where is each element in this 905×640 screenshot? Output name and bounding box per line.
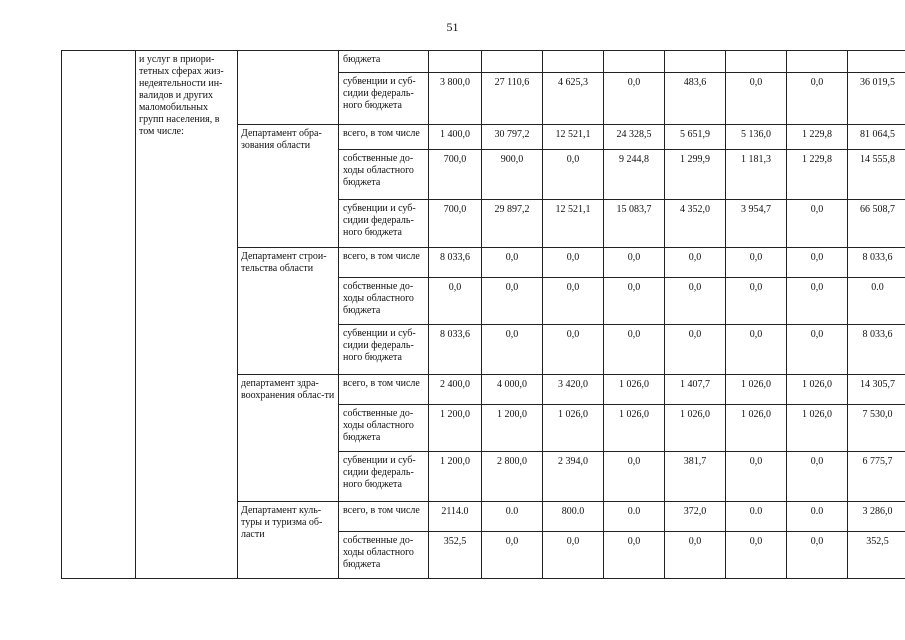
- value-cell: 24 328,5: [604, 125, 665, 150]
- value-cell: 0,0: [543, 325, 604, 375]
- value-cell: 0,0: [604, 325, 665, 375]
- value-cell: 0,0: [726, 248, 787, 278]
- value-cell: 0,0: [604, 532, 665, 579]
- funding-type-cell: собственные до-ходы областного бюджета: [339, 532, 429, 579]
- value-cell: 0,0: [787, 278, 848, 325]
- index-cell: [62, 51, 136, 579]
- value-cell: 8 033,6: [848, 325, 905, 375]
- funding-type-cell: субвенции и суб-сидии федераль-ного бюджета: [339, 452, 429, 502]
- value-cell: [429, 51, 482, 73]
- value-cell: [848, 51, 905, 73]
- value-cell: 14 305,7: [848, 375, 905, 405]
- value-cell: 8 033,6: [848, 248, 905, 278]
- value-cell: 1 026,0: [604, 375, 665, 405]
- value-cell: 2 800,0: [482, 452, 543, 502]
- value-cell: 5 651,9: [665, 125, 726, 150]
- funding-type-cell: субвенции и суб-сидии федераль-ного бюджета: [339, 200, 429, 248]
- value-cell: 0.0: [848, 278, 905, 325]
- program-description: и услуг в приори-тетных сферах жиз-недеятельности ин-валидов и других маломобильных групп населения, в том числе:: [136, 51, 238, 579]
- value-cell: 381,7: [665, 452, 726, 502]
- value-cell: 0,0: [543, 248, 604, 278]
- value-cell: 1 200,0: [429, 452, 482, 502]
- value-cell: 1 229,8: [787, 125, 848, 150]
- value-cell: 29 897,2: [482, 200, 543, 248]
- value-cell: 1 026,0: [787, 375, 848, 405]
- budget-table: [61, 50, 905, 579]
- department-cell: Департамент куль-туры и туризма об-ласти: [238, 502, 339, 579]
- value-cell: 2114.0: [429, 502, 482, 532]
- value-cell: 1 026,0: [665, 405, 726, 452]
- funding-type-cell: бюджета: [339, 51, 429, 73]
- department-cell: Департамент строи-тельства области: [238, 248, 339, 375]
- value-cell: 1 026,0: [543, 405, 604, 452]
- value-cell: 6 775,7: [848, 452, 905, 502]
- value-cell: 1 026,0: [787, 405, 848, 452]
- table-row: [62, 51, 905, 73]
- value-cell: 3 800,0: [429, 73, 482, 125]
- department-cell: департамент здра-воохранения облас-ти: [238, 375, 339, 502]
- value-cell: 5 136,0: [726, 125, 787, 150]
- value-cell: 8 033,6: [429, 325, 482, 375]
- value-cell: 483,6: [665, 73, 726, 125]
- value-cell: 352,5: [848, 532, 905, 579]
- value-cell: 0,0: [726, 73, 787, 125]
- value-cell: [787, 51, 848, 73]
- value-cell: 66 508,7: [848, 200, 905, 248]
- value-cell: 14 555,8: [848, 150, 905, 200]
- value-cell: 1 299,9: [665, 150, 726, 200]
- value-cell: 0,0: [604, 248, 665, 278]
- value-cell: 0,0: [787, 73, 848, 125]
- value-cell: 1 200,0: [429, 405, 482, 452]
- value-cell: 0,0: [543, 532, 604, 579]
- value-cell: 30 797,2: [482, 125, 543, 150]
- department-cell: Департамент обра-зования области: [238, 125, 339, 248]
- value-cell: 4 000,0: [482, 375, 543, 405]
- value-cell: 0,0: [665, 325, 726, 375]
- value-cell: 2 400,0: [429, 375, 482, 405]
- value-cell: 0.0: [787, 502, 848, 532]
- value-cell: 15 083,7: [604, 200, 665, 248]
- value-cell: 1 200,0: [482, 405, 543, 452]
- value-cell: 3 286,0: [848, 502, 905, 532]
- value-cell: 0,0: [787, 248, 848, 278]
- value-cell: 2 394,0: [543, 452, 604, 502]
- value-cell: [482, 51, 543, 73]
- value-cell: 0,0: [726, 452, 787, 502]
- value-cell: 9 244,8: [604, 150, 665, 200]
- value-cell: 1 026,0: [604, 405, 665, 452]
- funding-type-cell: всего, в том числе: [339, 375, 429, 405]
- value-cell: 0,0: [604, 73, 665, 125]
- value-cell: 0,0: [726, 325, 787, 375]
- value-cell: 4 352,0: [665, 200, 726, 248]
- value-cell: 1 229,8: [787, 150, 848, 200]
- value-cell: [726, 51, 787, 73]
- value-cell: 700,0: [429, 200, 482, 248]
- value-cell: 1 026,0: [726, 375, 787, 405]
- value-cell: 1 026,0: [726, 405, 787, 452]
- value-cell: 12 521,1: [543, 200, 604, 248]
- value-cell: 27 110,6: [482, 73, 543, 125]
- value-cell: 800.0: [543, 502, 604, 532]
- value-cell: 700,0: [429, 150, 482, 200]
- value-cell: 372,0: [665, 502, 726, 532]
- value-cell: 0,0: [726, 278, 787, 325]
- value-cell: 0,0: [482, 325, 543, 375]
- value-cell: 0,0: [482, 248, 543, 278]
- value-cell: 0,0: [665, 248, 726, 278]
- value-cell: [604, 51, 665, 73]
- value-cell: 3 954,7: [726, 200, 787, 248]
- value-cell: 0,0: [604, 278, 665, 325]
- value-cell: 81 064,5: [848, 125, 905, 150]
- value-cell: 8 033,6: [429, 248, 482, 278]
- value-cell: 12 521,1: [543, 125, 604, 150]
- value-cell: 1 400,0: [429, 125, 482, 150]
- value-cell: 36 019,5: [848, 73, 905, 125]
- funding-type-cell: субвенции и суб-сидии федераль-ного бюджета: [339, 325, 429, 375]
- funding-type-cell: всего, в том числе: [339, 125, 429, 150]
- value-cell: 3 420,0: [543, 375, 604, 405]
- value-cell: [543, 51, 604, 73]
- page-number: 51: [446, 20, 459, 34]
- value-cell: 1 181,3: [726, 150, 787, 200]
- funding-type-cell: всего, в том числе: [339, 248, 429, 278]
- value-cell: 0,0: [604, 452, 665, 502]
- funding-type-cell: всего, в том числе: [339, 502, 429, 532]
- funding-type-cell: собственные до-ходы областного бюджета: [339, 150, 429, 200]
- value-cell: [665, 51, 726, 73]
- value-cell: 0,0: [543, 278, 604, 325]
- value-cell: 7 530,0: [848, 405, 905, 452]
- value-cell: 1 407,7: [665, 375, 726, 405]
- value-cell: 0,0: [665, 278, 726, 325]
- value-cell: 4 625,3: [543, 73, 604, 125]
- value-cell: 900,0: [482, 150, 543, 200]
- value-cell: 0,0: [787, 452, 848, 502]
- department-cell: [238, 51, 339, 125]
- value-cell: 0,0: [726, 532, 787, 579]
- value-cell: 0.0: [726, 502, 787, 532]
- value-cell: 0,0: [482, 278, 543, 325]
- value-cell: 0,0: [665, 532, 726, 579]
- value-cell: 0.0: [482, 502, 543, 532]
- value-cell: 0,0: [787, 532, 848, 579]
- value-cell: 0,0: [787, 325, 848, 375]
- funding-type-cell: субвенции и суб-сидии федераль-ного бюджета: [339, 73, 429, 125]
- value-cell: 0,0: [482, 532, 543, 579]
- value-cell: 0,0: [429, 278, 482, 325]
- value-cell: 352,5: [429, 532, 482, 579]
- funding-type-cell: собственные до-ходы областного бюджета: [339, 405, 429, 452]
- value-cell: 0.0: [604, 502, 665, 532]
- value-cell: 0,0: [787, 200, 848, 248]
- funding-type-cell: собственные до-ходы областного бюджета: [339, 278, 429, 325]
- value-cell: 0,0: [543, 150, 604, 200]
